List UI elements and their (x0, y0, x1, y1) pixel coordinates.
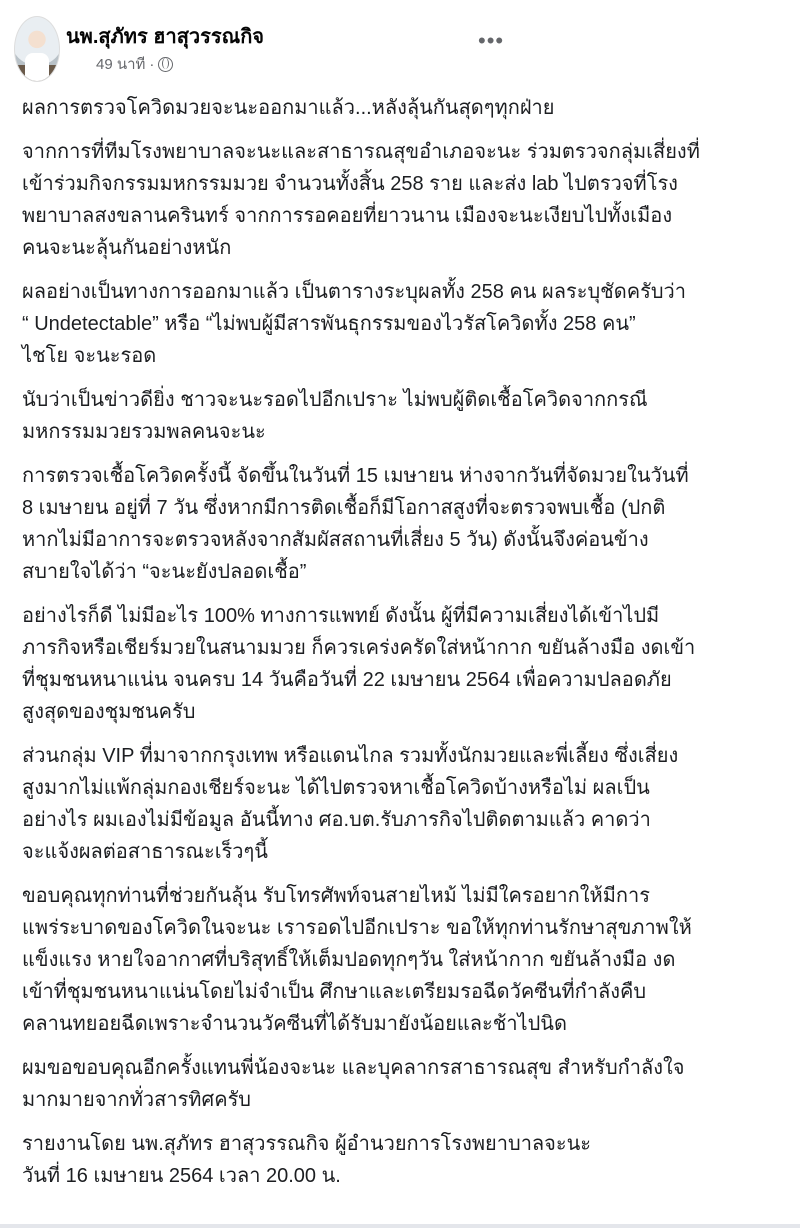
more-options-button[interactable]: ••• (478, 28, 505, 53)
post-paragraph (22, 92, 778, 124)
post-text-line: 8 เมษายน อยู่ที่ 7 วัน ซึ่งหากมีการติดเชื้อก็มีโอกาสสูงที่จะตรวจพบเชื้อ (ปกติ (22, 497, 666, 519)
post-paragraph (22, 880, 778, 1040)
post-text-line: ส่วนกลุ่ม VIP ที่มาจากกรุงเทพ หรือแดนไกล รวมทั้งนักมวยและพี่เลี้ยง ซึ่งเสี่ยง (22, 745, 679, 767)
author-name[interactable]: นพ.สุภัทร ฮาสุวรรณกิจ (66, 26, 265, 48)
post-text-line: คนจะนะลุ้นกันอย่างหนัก (22, 237, 232, 259)
post-time[interactable]: 49 นาที (96, 56, 146, 73)
author-avatar[interactable] (14, 16, 60, 82)
post-text-line: เข้าร่วมกิจกรรมมหกรรมมวย จำนวนทั้งสิ้น 258 ราย และส่ง lab ไปตรวจที่โรง (22, 173, 678, 195)
post-meta (96, 52, 173, 76)
post-text-line: ผลอย่างเป็นทางการออกมาแล้ว เป็นตารางระบุผลทั้ง 258 คน ผลระบุชัดครับว่า (22, 281, 686, 303)
post-paragraph (22, 600, 778, 728)
post-text-line: วันที่ 16 เมษายน 2564 เวลา 20.00 น. (22, 1165, 341, 1187)
post-text-line: ผมขอขอบคุณอีกครั้งแทนพี่น้องจะนะ และบุคลากรสาธารณสุข สำหรับกำลังใจ (22, 1057, 685, 1079)
post-text-line: การตรวจเชื้อโควิดครั้งนี้ จัดขึ้นในวันที่ 15 เมษายน ห่างจากวันที่จัดมวยในวันที่ (22, 465, 689, 487)
post-header (0, 0, 800, 92)
post-text-line: ผลการตรวจโควิดมวยจะนะออกมาแล้ว...หลังลุ้นกันสุดๆทุกฝ่าย (22, 97, 555, 119)
post-text-line: รายงานโดย นพ.สุภัทร ฮาสุวรรณกิจ ผู้อำนวยการโรงพยาบาลจะนะ (22, 1133, 592, 1155)
post-text-line: คลานทยอยฉีดเพราะจำนวนวัคซีนที่ได้รับมายังน้อยและช้าไปนิด (22, 1013, 567, 1035)
post-text-line: แข็งแรง หายใจอากาศที่บริสุทธิ์ให้เต็มปอดทุกๆวัน ใส่หน้ากาก ขยันล้างมือ งด (22, 949, 676, 971)
post-text-line: เข้าที่ชุมชนหนาแน่นโดยไม่จำเป็น ศึกษาและเตรียมรอฉีดวัคซีนที่กำลังคืบ (22, 981, 647, 1003)
post-text-line: จะแจ้งผลต่อสาธารณะเร็วๆนี้ (22, 841, 268, 863)
post-text-line: นับว่าเป็นข่าวดียิ่ง ชาวจะนะรอดไปอีกเปราะ ไม่พบผู้ติดเชื้อโควิดจากกรณี (22, 389, 648, 411)
post-paragraph (22, 1128, 778, 1192)
post-body (0, 92, 800, 1192)
post-paragraph (22, 136, 778, 264)
post-paragraph (22, 1052, 778, 1116)
post-paragraph (22, 276, 778, 372)
post-text-line: อย่างไรก็ดี ไม่มีอะไร 100% ทางการแพทย์ ดังนั้น ผู้ที่มีความเสี่ยงได้เข้าไปมี (22, 605, 660, 627)
post-text-line: มากมายจากทั่วสารทิศครับ (22, 1089, 252, 1111)
post-text-line: หากไม่มีอาการจะตรวจหลังจากสัมผัสสถานที่เสี่ยง 5 วัน) ดังนั้นจึงค่อนข้าง (22, 529, 649, 551)
post-divider (0, 1224, 800, 1228)
meta-separator: · (149, 55, 155, 73)
post-text-line: อย่างไร ผมเองไม่มีข้อมูล อันนี้ทาง ศอ.บต.รับภารกิจไปติดตามแล้ว คาดว่า (22, 809, 651, 831)
post-paragraph (22, 460, 778, 588)
post-paragraph (22, 384, 778, 448)
post-text-line: สูงสุดของชุมชนครับ (22, 701, 196, 723)
post-text-line: ภารกิจหรือเชียร์มวยในสนามมวย ก็ควรเคร่งครัดใส่หน้ากาก ขยันล้างมือ งดเข้า (22, 637, 696, 659)
post-text-line: จากการที่ทีมโรงพยาบาลจะนะและสาธารณสุขอำเภอจะนะ ร่วมตรวจกลุ่มเสี่ยงที่ (22, 141, 700, 163)
globe-icon[interactable] (158, 57, 173, 72)
post-text-line: ขอบคุณทุกท่านที่ช่วยกันลุ้น รับโทรศัพท์จนสายไหม้ ไม่มีใครอยากให้มีการ (22, 885, 650, 907)
post-text-line: แพร่ระบาดของโควิดในจะนะ เรารอดไปอีกเปราะ ขอให้ทุกท่านรักษาสุขภาพให้ (22, 917, 692, 939)
post-text-line: พยาบาลสงขลานครินทร์ จากการรอคอยที่ยาวนาน เมืองจะนะเงียบไปทั้งเมือง (22, 205, 673, 227)
post-text-line: ไชโย จะนะรอด (22, 345, 157, 367)
post-text-line: สูงมากไม่แพ้กลุ่มกองเชียร์จะนะ ได้ไปตรวจหาเชื้อโควิดบ้างหรือไม่ ผลเป็น (22, 777, 650, 799)
post-paragraph (22, 740, 778, 868)
post-text-line: มหกรรมมวยรวมพลคนจะนะ (22, 421, 266, 443)
post-text-line: สบายใจได้ว่า “จะนะยังปลอดเชื้อ” (22, 561, 307, 583)
post-text-line: “ Undetectable” หรือ “ไม่พบผู้มีสารพันธุกรรมของไวรัสโควิดทั้ง 258 คน” (22, 313, 636, 335)
post-text-line: ที่ชุมชนหนาแน่น จนครบ 14 วันคือวันที่ 22 เมษายน 2564 เพื่อความปลอดภัย (22, 669, 672, 691)
